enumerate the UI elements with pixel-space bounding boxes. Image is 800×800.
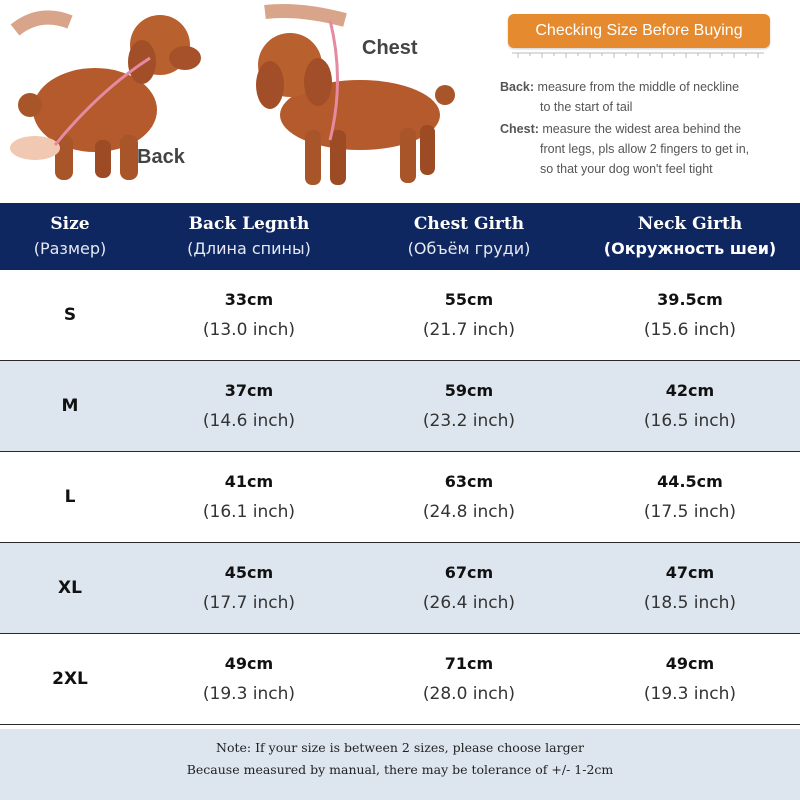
value-cm: 49cm: [224, 654, 274, 673]
value-inch: (15.6 inch): [643, 320, 737, 340]
neck-cell: [580, 452, 800, 542]
value-cm: 71cm: [444, 654, 494, 673]
header-sub: (Размер): [33, 238, 107, 258]
size-label: XL: [58, 578, 82, 598]
value-cm: 47cm: [665, 563, 715, 582]
value-inch: (28.0 inch): [422, 684, 516, 704]
instruction-key: Back:: [500, 80, 535, 94]
header-back-length: [140, 203, 358, 270]
value-inch: (19.3 inch): [202, 684, 296, 704]
measure-instructions: [500, 77, 795, 181]
header-main: Chest Girth: [413, 213, 525, 234]
chest-cell: [358, 361, 580, 451]
back-cell: [140, 270, 358, 360]
table-row: [0, 634, 800, 725]
header-sub: (Объём груди): [407, 238, 531, 258]
note-line: Because measured by manual, there may be tolerance of +/- 1-2cm: [186, 762, 614, 777]
size-label: L: [64, 487, 76, 507]
neck-cell: [580, 270, 800, 360]
table-row: [0, 270, 800, 361]
header-chest-girth: [358, 203, 580, 270]
table-header: [0, 203, 800, 270]
size-cell: [0, 270, 140, 360]
size-label: S: [63, 305, 77, 325]
chest-label: Chest: [362, 37, 418, 59]
value-cm: 59cm: [444, 381, 494, 400]
chest-cell: [358, 543, 580, 633]
value-cm: 42cm: [665, 381, 715, 400]
size-cell: [0, 634, 140, 724]
back-label: Back: [137, 146, 185, 168]
back-cell: [140, 361, 358, 451]
header-neck-girth: [580, 203, 800, 270]
back-cell: [140, 452, 358, 542]
ruler-icon: [512, 52, 764, 60]
measurement-illustration: [0, 0, 800, 200]
value-cm: 45cm: [224, 563, 274, 582]
instruction-key: Chest:: [500, 122, 539, 136]
header-main: Size: [50, 213, 90, 234]
size-label: 2XL: [52, 669, 88, 689]
value-cm: 39.5cm: [657, 290, 723, 309]
value-inch: (17.7 inch): [202, 593, 296, 613]
value-inch: (26.4 inch): [422, 593, 516, 613]
header-size: [0, 203, 140, 270]
table-row: [0, 543, 800, 634]
value-inch: (14.6 inch): [202, 411, 296, 431]
value-cm: 44.5cm: [657, 472, 723, 491]
header-main: Neck Girth: [637, 213, 743, 234]
value-cm: 33cm: [224, 290, 274, 309]
value-inch: (23.2 inch): [422, 411, 516, 431]
dog-chest-figure: [256, 11, 455, 185]
size-label: M: [61, 396, 79, 416]
instruction-text: so that your dog won't feel tight: [540, 162, 713, 176]
size-note: [0, 729, 800, 800]
value-inch: (19.3 inch): [643, 684, 737, 704]
neck-cell: [580, 543, 800, 633]
instruction-text: front legs, pls allow 2 fingers to get in,: [540, 142, 750, 156]
instruction-text: to the start of tail: [540, 100, 633, 114]
chest-cell: [358, 270, 580, 360]
table-row: [0, 361, 800, 452]
value-inch: (21.7 inch): [422, 320, 516, 340]
size-chart-table: [0, 203, 800, 725]
back-cell: [140, 634, 358, 724]
value-inch: (24.8 inch): [422, 502, 516, 522]
value-cm: 67cm: [444, 563, 494, 582]
value-inch: (17.5 inch): [643, 502, 737, 522]
value-cm: 41cm: [224, 472, 274, 491]
header-main: Back Legnth: [188, 213, 310, 234]
size-cell: [0, 543, 140, 633]
value-cm: 63cm: [444, 472, 494, 491]
instruction-chest: [500, 119, 795, 179]
checking-size-banner: Checking Size Before Buying: [508, 14, 770, 48]
value-inch: (16.5 inch): [643, 411, 737, 431]
size-cell: [0, 361, 140, 451]
neck-cell: [580, 361, 800, 451]
value-inch: (18.5 inch): [643, 593, 737, 613]
instruction-back: [500, 77, 795, 117]
chest-cell: [358, 634, 580, 724]
size-cell: [0, 452, 140, 542]
note-line: Note: If your size is between 2 sizes, please choose larger: [216, 740, 584, 755]
instruction-text: measure from the middle of neckline: [537, 80, 740, 94]
back-cell: [140, 543, 358, 633]
table-row: [0, 452, 800, 543]
header-sub: (Окружность шеи): [603, 238, 777, 258]
neck-cell: [580, 634, 800, 724]
chest-cell: [358, 452, 580, 542]
instruction-text: measure the widest area behind the: [542, 122, 742, 136]
value-inch: (13.0 inch): [202, 320, 296, 340]
value-cm: 55cm: [444, 290, 494, 309]
value-inch: (16.1 inch): [202, 502, 296, 522]
header-sub: (Длина спины): [187, 238, 311, 258]
value-cm: 37cm: [224, 381, 274, 400]
dog-measurement-image: [0, 0, 500, 200]
value-cm: 49cm: [665, 654, 715, 673]
